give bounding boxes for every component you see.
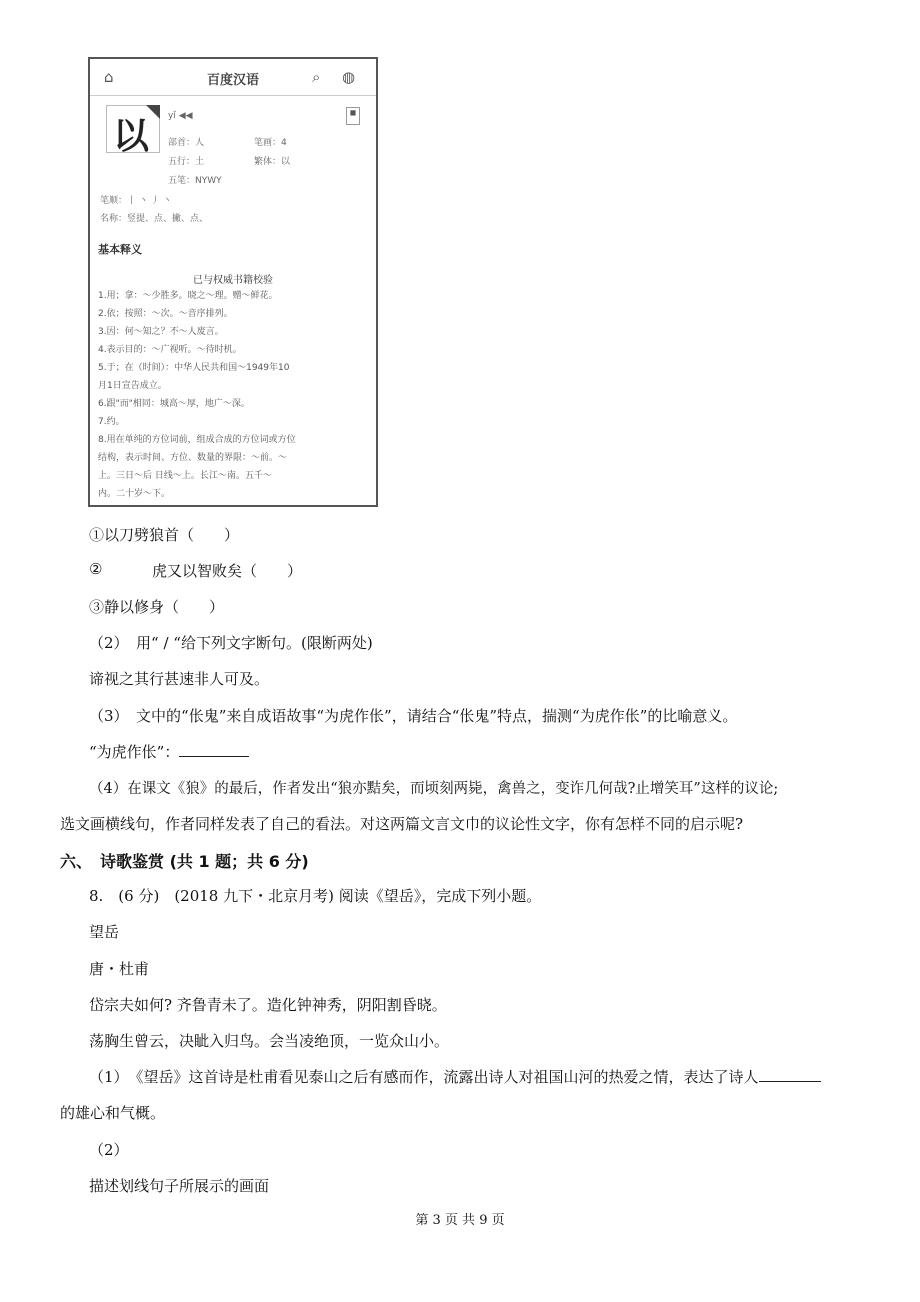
- part-3-prompt: （3） 文中的“伥鬼”来自成语故事“为虎作伥”，请结合“伥鬼”特点，揣测“为虎作伥”的比喻意义。: [89, 707, 738, 725]
- answer-blank[interactable]: [179, 742, 249, 757]
- home-icon: ⌂: [104, 68, 114, 86]
- poem-title: 望岳: [89, 923, 120, 941]
- part-4-line-1: （4）在课文《狼》的最后，作者发出“狼亦黠矣，而顷刻两毙，禽兽之，变诈几何哉?止增笑耳”这样的议论;: [89, 781, 779, 797]
- question-8-2-text: 描述划线句子所展示的画面: [89, 1177, 270, 1195]
- fanti: 繁体：以: [254, 157, 291, 167]
- part-4-line-2: 选文画横线句，作者同样发表了自己的看法。对这两篇文言文巾的议论性文字，你有怎样不同的启示呢?: [60, 815, 744, 833]
- bookmark-icon: ◼: [346, 107, 360, 125]
- search-icon: ⌕: [312, 68, 321, 86]
- poem-author: 唐・杜甫: [89, 960, 150, 978]
- definition-item: 3.因：何～知之？不～人废言。: [98, 327, 224, 337]
- question-8-1-line-1: [89, 1066, 821, 1087]
- globe-icon: ◍: [342, 68, 356, 86]
- section-6-heading: 六、 诗歌鉴赏 (共 1 题；共 6 分): [60, 852, 309, 871]
- wuxing: 五行：土: [168, 157, 205, 167]
- character-box: [106, 105, 160, 157]
- definition-item: 5.于；在（时间）：中华人民共和国～1949年10: [98, 363, 290, 373]
- answer-blank[interactable]: [759, 1067, 821, 1082]
- definition-item: 4.表示目的：～广视听。～待时机。: [98, 345, 242, 355]
- mingcheng: 名称：竖提、点、撇、点、: [100, 214, 209, 224]
- corner-mark-icon: [146, 105, 160, 119]
- question-3: ③静以修身（ ）: [89, 598, 225, 616]
- definition-item: 1.用；拿：～少胜多。晓之～理。赠～鲜花。: [98, 291, 278, 301]
- app-title: 百度汉语: [206, 73, 259, 88]
- poem-line-2: 荡胸生曾云，决眦入归鸟。会当凌绝顶，一览众山小。: [89, 1032, 450, 1050]
- question-2-number: ②: [89, 560, 103, 578]
- part-2-prompt: （2） 用“ / “给下列文字断句。(限断两处): [89, 634, 373, 652]
- dictionary-screenshot: [88, 57, 378, 507]
- bihua: 笔画：4: [254, 138, 287, 148]
- pinyin: yǐ ◀◀: [168, 111, 193, 121]
- definitions: [98, 287, 296, 503]
- wubi: 五笔：NYWY: [168, 176, 222, 186]
- question-8: 8. (6 分) (2018 九下・北京月考) 阅读《望岳》，完成下列小题。: [89, 887, 542, 905]
- part-3-answer: [89, 741, 249, 762]
- definition-item: 8.用在单纯的方位词前，组成合成的方位词或方位: [98, 435, 296, 445]
- page-footer: 第 3 页 共 9 页: [415, 1213, 505, 1228]
- definition-item: 内。二十岁～下。: [98, 489, 171, 499]
- question-8-1-text: （1） 《望岳》这首诗是杜甫看见泰山之后有感而作，流露出诗人对祖国山河的热爱之情，表达了诗人: [89, 1068, 759, 1086]
- verified-note: 已与权威书籍校验: [193, 275, 273, 286]
- question-1: ①以刀劈狼首（ ）: [89, 526, 240, 544]
- question-2: 虎又以智败矣（ ）: [152, 562, 303, 580]
- definition-item: 2.依；按照：～次。～音序排列。: [98, 309, 233, 319]
- character: 以: [113, 115, 150, 157]
- definition-item: 6.跟"而"相同：城高～厚，地广～深。: [98, 399, 250, 409]
- app-header: [90, 59, 376, 96]
- definition-item: 结构，表示时间、方位、数量的界限：～前。～: [98, 453, 288, 463]
- bushou: 部首：人: [168, 138, 205, 148]
- part-3-answer-label: “为虎作伥”：: [89, 743, 180, 761]
- basic-title: 基本释义: [98, 243, 142, 256]
- definition-item: 7.约。: [98, 417, 125, 427]
- definition-item: 月1日宣告成立。: [98, 381, 167, 391]
- poem-line-1: 岱宗夫如何? 齐鲁青未了。造化钟神秀，阴阳割昏晓。: [89, 996, 447, 1014]
- definition-item: 上。三日～后 日线～上。长江～南。五千～: [98, 471, 272, 481]
- bishun: 笔顺：丨 丶 丿 丶: [100, 196, 172, 206]
- question-8-2: （2）: [89, 1141, 129, 1159]
- question-8-1-line-2: 的雄心和气概。: [60, 1104, 166, 1122]
- part-2-text: 谛视之其行甚速非人可及。: [89, 670, 270, 688]
